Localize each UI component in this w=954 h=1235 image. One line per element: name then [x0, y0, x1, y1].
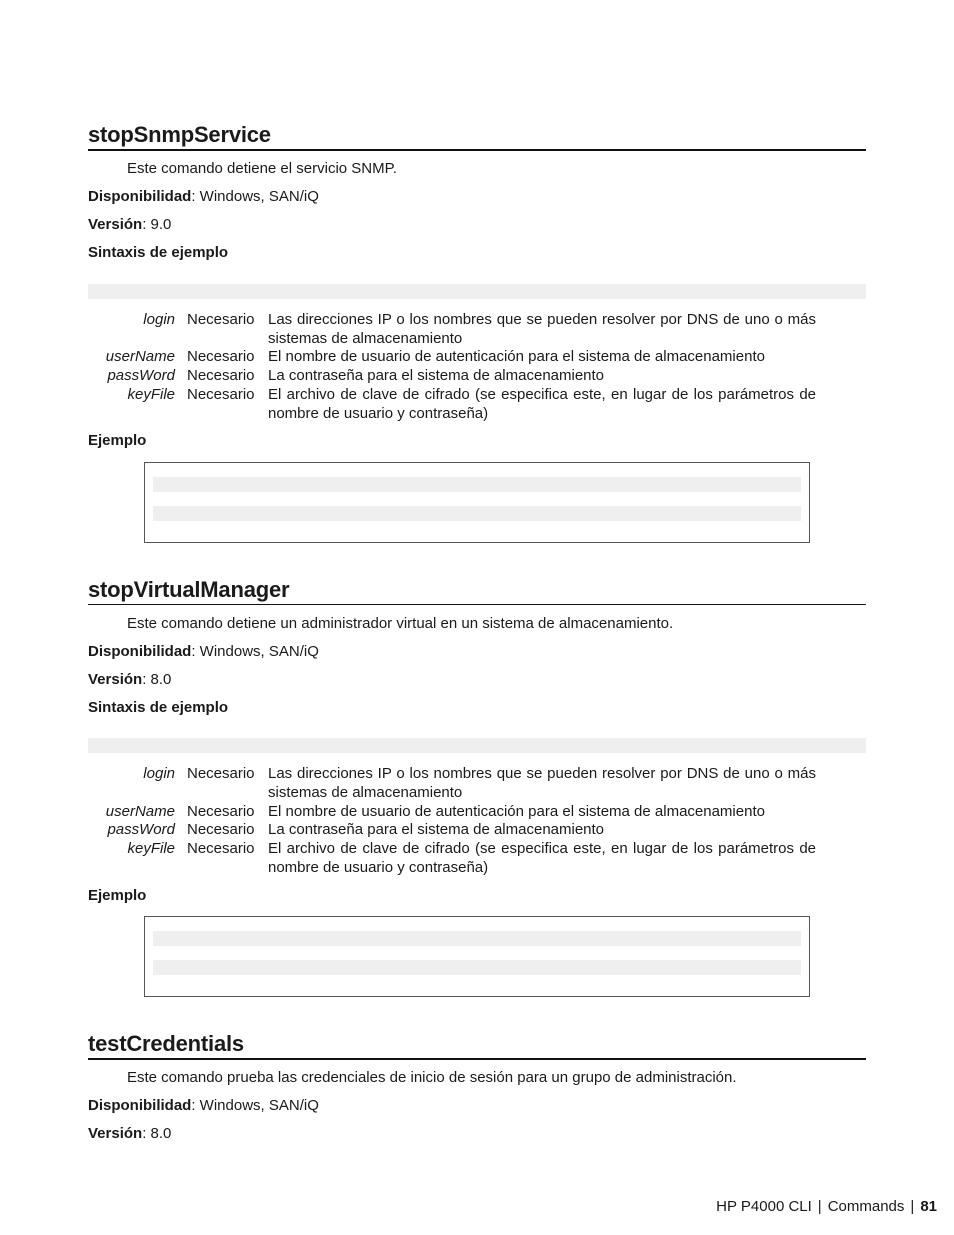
param-required: Necesario	[187, 386, 255, 403]
example-code-box	[144, 462, 810, 543]
availability-value: : Windows, SAN/iQ	[191, 188, 319, 205]
version-line	[88, 671, 171, 689]
footer-separator: |	[817, 1198, 822, 1215]
availability-value: : Windows, SAN/iQ	[191, 1097, 319, 1114]
param-name: passWord	[107, 821, 175, 838]
section-intro: Este comando prueba las credenciales de inicio de sesión para un grupo de administración.	[127, 1069, 737, 1086]
availability-line	[88, 188, 319, 206]
availability-line	[88, 643, 319, 661]
param-name: passWord	[107, 367, 175, 384]
param-name: login	[143, 311, 175, 328]
availability-label: Disponibilidad	[88, 1097, 192, 1114]
version-line	[88, 216, 171, 234]
availability-label: Disponibilidad	[88, 188, 192, 205]
version-value: : 8.0	[142, 1125, 172, 1142]
availability-label: Disponibilidad	[88, 643, 192, 660]
footer-separator: |	[910, 1198, 915, 1215]
version-label: Versión	[88, 671, 143, 688]
param-required: Necesario	[187, 348, 255, 365]
section-title-testcredentials: testCredentials	[88, 1031, 866, 1060]
version-line	[88, 1125, 171, 1143]
example-code-line	[153, 477, 801, 492]
param-required: Necesario	[187, 311, 255, 328]
example-heading: Ejemplo	[88, 432, 147, 449]
syntax-code-bar	[88, 738, 866, 753]
param-description: El archivo de clave de cifrado (se especifica este, en lugar de los parámetros de nombre de usuario y contraseña)	[268, 840, 816, 876]
section-intro: Este comando detiene un administrador virtual en un sistema de almacenamiento.	[127, 615, 674, 632]
page-footer	[716, 1198, 937, 1216]
param-description: La contraseña para el sistema de almacenamiento	[268, 821, 605, 838]
version-value: : 9.0	[142, 216, 172, 233]
param-description: El nombre de usuario de autenticación para el sistema de almacenamiento	[268, 803, 765, 820]
section-title-stopvirtualmanager: stopVirtualManager	[88, 577, 866, 605]
availability-value: : Windows, SAN/iQ	[191, 643, 319, 660]
footer-chapter: Commands	[827, 1198, 905, 1215]
example-code-box	[144, 916, 810, 997]
param-description: La contraseña para el sistema de almacenamiento	[268, 367, 605, 384]
param-description: Las direcciones IP o los nombres que se pueden resolver por DNS de uno o más sistemas de almacenamiento	[268, 765, 816, 801]
section-intro: Este comando detiene el servicio SNMP.	[127, 160, 397, 177]
param-name: login	[143, 765, 175, 782]
param-name: userName	[105, 803, 175, 820]
footer-doc-title: HP P4000 CLI	[716, 1198, 812, 1215]
param-description: El nombre de usuario de autenticación para el sistema de almacenamiento	[268, 348, 765, 365]
param-required: Necesario	[187, 367, 255, 384]
page-number: 81	[920, 1198, 937, 1215]
param-name: userName	[105, 348, 175, 365]
example-code-line	[153, 960, 801, 975]
param-description: El archivo de clave de cifrado (se especifica este, en lugar de los parámetros de nombre de usuario y contraseña)	[268, 386, 816, 422]
param-description: Las direcciones IP o los nombres que se pueden resolver por DNS de uno o más sistemas de almacenamiento	[268, 311, 816, 347]
version-label: Versión	[88, 216, 143, 233]
example-code-line	[153, 931, 801, 946]
version-value: : 8.0	[142, 671, 172, 688]
syntax-heading: Sintaxis de ejemplo	[88, 244, 229, 261]
syntax-heading: Sintaxis de ejemplo	[88, 699, 229, 716]
param-required: Necesario	[187, 840, 255, 857]
param-name: keyFile	[127, 840, 175, 857]
syntax-code-bar	[88, 284, 866, 299]
example-code-line	[153, 506, 801, 521]
section-title-stopsnmpservice: stopSnmpService	[88, 122, 866, 151]
example-heading: Ejemplo	[88, 887, 147, 904]
param-name: keyFile	[127, 386, 175, 403]
param-required: Necesario	[187, 803, 255, 820]
param-required: Necesario	[187, 765, 255, 782]
availability-line	[88, 1097, 319, 1115]
version-label: Versión	[88, 1125, 143, 1142]
param-required: Necesario	[187, 821, 255, 838]
